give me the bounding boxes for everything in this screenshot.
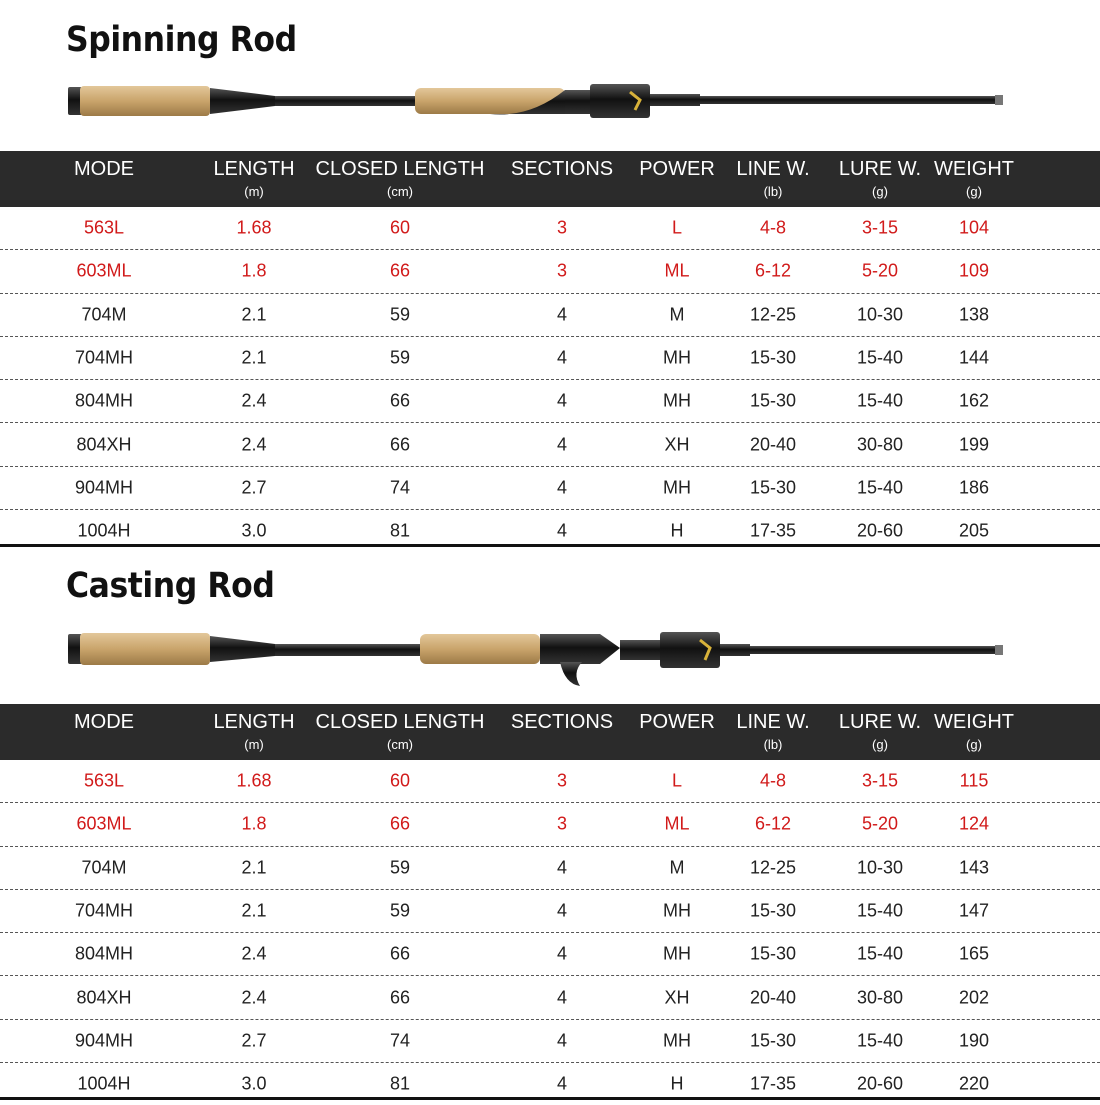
cell-mode: 563L — [83, 217, 125, 238]
cell-sections: 4 — [556, 857, 568, 878]
header-label: CLOSED LENGTH — [315, 711, 485, 733]
cell-lure-weight: 10-30 — [856, 857, 904, 878]
header-mode — [74, 157, 134, 181]
cell-length: 2.4 — [241, 390, 267, 411]
cell-closed-length: 66 — [389, 987, 411, 1008]
cell-lure-weight: 5-20 — [861, 813, 899, 834]
cell-closed-length: 60 — [389, 217, 411, 238]
header-weight — [934, 157, 1014, 201]
table-row — [0, 380, 1100, 423]
cell-length: 2.4 — [241, 943, 267, 964]
cell-mode: 603ML — [76, 260, 132, 281]
cell-line-weight: 20-40 — [749, 987, 797, 1008]
header-label: WEIGHT — [934, 711, 1014, 733]
cell-length: 3.0 — [241, 1073, 267, 1094]
cell-mode: 904MH — [74, 477, 134, 498]
cell-power: MH — [663, 477, 691, 498]
cell-closed-length: 66 — [389, 943, 411, 964]
cell-mode: 704M — [81, 857, 127, 878]
header-line-weight — [736, 157, 809, 201]
cell-power: ML — [664, 260, 690, 281]
cell-weight: 104 — [958, 217, 990, 238]
header-label: SECTIONS — [510, 711, 614, 733]
cell-length: 1.8 — [241, 260, 267, 281]
cell-weight: 190 — [958, 1030, 990, 1051]
cell-length: 1.68 — [236, 217, 272, 238]
cell-lure-weight: 3-15 — [861, 770, 899, 791]
cell-mode: 804XH — [76, 987, 132, 1008]
cell-lure-weight: 3-15 — [861, 217, 899, 238]
header-label: POWER — [639, 711, 715, 733]
cell-mode: 1004H — [77, 1073, 131, 1094]
cell-closed-length: 66 — [389, 434, 411, 455]
cell-weight: 205 — [958, 520, 990, 541]
cell-power: MH — [663, 347, 691, 368]
header-unit: (g) — [872, 184, 888, 199]
cell-closed-length: 66 — [389, 813, 411, 834]
header-unit: (g) — [966, 184, 982, 199]
header-label: LINE W. — [736, 711, 810, 733]
header-unit: (g) — [872, 737, 888, 752]
cell-weight: 144 — [958, 347, 990, 368]
header-label: LENGTH — [213, 158, 295, 180]
cell-lure-weight: 15-40 — [856, 943, 904, 964]
header-label: POWER — [639, 158, 715, 180]
header-length — [213, 710, 294, 754]
header-unit: (m) — [244, 184, 264, 199]
header-lure-weight — [839, 710, 921, 754]
cell-mode: 704MH — [74, 347, 134, 368]
header-unit: (m) — [244, 737, 264, 752]
cell-lure-weight: 10-30 — [856, 304, 904, 325]
cell-power: L — [671, 217, 683, 238]
cell-line-weight: 4-8 — [759, 217, 787, 238]
cell-length: 3.0 — [241, 520, 267, 541]
cell-weight: 115 — [959, 770, 989, 791]
cell-mode: 704M — [81, 304, 127, 325]
table-row — [0, 976, 1100, 1019]
cell-weight: 147 — [958, 900, 990, 921]
header-length — [213, 157, 294, 201]
cell-closed-length: 66 — [389, 390, 411, 411]
header-lure-weight — [839, 157, 921, 201]
cell-power: M — [669, 857, 685, 878]
cell-length: 1.8 — [241, 813, 267, 834]
cell-length: 2.7 — [241, 1030, 267, 1051]
cell-line-weight: 15-30 — [749, 347, 797, 368]
cell-weight: 124 — [958, 813, 990, 834]
cell-sections: 3 — [556, 217, 568, 238]
table-row — [0, 1020, 1100, 1063]
section-divider — [0, 544, 1100, 547]
cell-closed-length: 81 — [389, 520, 411, 541]
cell-line-weight: 15-30 — [749, 1030, 797, 1051]
cell-lure-weight: 15-40 — [856, 390, 904, 411]
cell-power: L — [671, 770, 683, 791]
header-closed-length — [316, 157, 485, 201]
cell-length: 2.1 — [241, 304, 267, 325]
table-row — [0, 933, 1100, 976]
cell-line-weight: 12-25 — [749, 857, 797, 878]
cell-lure-weight: 30-80 — [856, 434, 904, 455]
cell-power: H — [670, 520, 684, 541]
table-row — [0, 250, 1100, 293]
header-unit: (cm) — [387, 737, 413, 752]
header-closed-length — [316, 710, 485, 754]
cell-power: MH — [663, 943, 691, 964]
spinning-rod-section — [0, 0, 1100, 548]
cell-line-weight: 17-35 — [749, 1073, 797, 1094]
cell-sections: 4 — [556, 304, 568, 325]
cell-power: MH — [663, 390, 691, 411]
cell-length: 2.1 — [241, 857, 267, 878]
cell-line-weight: 6-12 — [754, 260, 792, 281]
spec-table — [0, 207, 1100, 552]
header-mode — [74, 710, 134, 734]
cell-sections: 3 — [556, 770, 568, 791]
cell-closed-length: 74 — [389, 477, 411, 498]
cell-line-weight: 15-30 — [749, 477, 797, 498]
cell-sections: 4 — [556, 434, 568, 455]
section-title: Casting Rod — [66, 566, 275, 606]
cell-line-weight: 15-30 — [749, 900, 797, 921]
cell-sections: 4 — [556, 987, 568, 1008]
cell-closed-length: 74 — [389, 1030, 411, 1051]
cell-power: M — [669, 304, 685, 325]
cell-length: 2.1 — [241, 900, 267, 921]
cell-lure-weight: 15-40 — [856, 1030, 904, 1051]
cell-sections: 3 — [556, 260, 568, 281]
cell-length: 2.4 — [241, 987, 267, 1008]
cell-closed-length: 59 — [389, 304, 411, 325]
cell-sections: 4 — [556, 900, 568, 921]
header-power — [639, 157, 715, 181]
cell-lure-weight: 20-60 — [856, 1073, 904, 1094]
casting-rod-section — [0, 548, 1100, 1100]
cell-lure-weight: 15-40 — [856, 900, 904, 921]
cell-closed-length: 59 — [389, 900, 411, 921]
cell-weight: 202 — [958, 987, 990, 1008]
cell-mode: 804MH — [74, 390, 134, 411]
cell-lure-weight: 20-60 — [856, 520, 904, 541]
header-label: MODE — [74, 711, 134, 733]
header-label: SECTIONS — [510, 158, 614, 180]
table-row — [0, 847, 1100, 890]
table-row — [0, 467, 1100, 510]
cell-sections: 4 — [556, 477, 568, 498]
cell-length: 2.4 — [241, 434, 267, 455]
cell-mode: 904MH — [74, 1030, 134, 1051]
cell-weight: 199 — [958, 434, 990, 455]
cell-lure-weight: 30-80 — [856, 987, 904, 1008]
cell-line-weight: 4-8 — [759, 770, 787, 791]
cell-weight: 143 — [958, 857, 990, 878]
header-unit: (cm) — [387, 184, 413, 199]
section-title: Spinning Rod — [66, 20, 297, 60]
table-row — [0, 890, 1100, 933]
table-row — [0, 207, 1100, 250]
table-row — [0, 803, 1100, 846]
cell-lure-weight: 5-20 — [861, 260, 899, 281]
cell-lure-weight: 15-40 — [856, 347, 904, 368]
cell-mode: 804XH — [76, 434, 132, 455]
cell-closed-length: 81 — [389, 1073, 411, 1094]
cell-sections: 4 — [556, 520, 568, 541]
header-unit: (lb) — [763, 737, 783, 752]
cell-closed-length: 59 — [389, 347, 411, 368]
header-label: LURE W. — [838, 711, 922, 733]
cell-mode: 804MH — [74, 943, 134, 964]
cell-line-weight: 17-35 — [749, 520, 797, 541]
header-power — [639, 710, 715, 734]
cell-weight: 109 — [958, 260, 990, 281]
cell-mode: 563L — [83, 770, 125, 791]
cell-line-weight: 20-40 — [749, 434, 797, 455]
header-sections — [511, 710, 613, 734]
cell-length: 1.68 — [236, 770, 272, 791]
cell-power: XH — [664, 434, 690, 455]
table-header — [0, 151, 1100, 207]
cell-weight: 138 — [958, 304, 990, 325]
header-line-weight — [736, 710, 809, 754]
cell-power: ML — [664, 813, 690, 834]
cell-line-weight: 15-30 — [749, 390, 797, 411]
cell-mode: 1004H — [77, 520, 131, 541]
spec-table — [0, 760, 1100, 1105]
cell-lure-weight: 15-40 — [856, 477, 904, 498]
header-sections — [511, 157, 613, 181]
cell-sections: 4 — [556, 347, 568, 368]
cell-power: H — [670, 1073, 684, 1094]
cell-sections: 3 — [556, 813, 568, 834]
cell-weight: 186 — [958, 477, 990, 498]
table-row — [0, 294, 1100, 337]
cell-weight: 220 — [958, 1073, 990, 1094]
cell-length: 2.1 — [241, 347, 267, 368]
cell-closed-length: 66 — [389, 260, 411, 281]
cell-line-weight: 6-12 — [754, 813, 792, 834]
header-unit: (g) — [966, 737, 982, 752]
cell-mode: 603ML — [76, 813, 132, 834]
table-row — [0, 337, 1100, 380]
cell-power: MH — [663, 1030, 691, 1051]
header-label: LURE W. — [838, 158, 922, 180]
table-row — [0, 423, 1100, 466]
cell-closed-length: 59 — [389, 857, 411, 878]
table-header — [0, 704, 1100, 760]
cell-power: MH — [663, 900, 691, 921]
cell-sections: 4 — [556, 943, 568, 964]
cell-power: XH — [664, 987, 690, 1008]
cell-sections: 4 — [556, 1030, 568, 1051]
header-label: LENGTH — [213, 711, 295, 733]
cell-line-weight: 12-25 — [749, 304, 797, 325]
header-label: LINE W. — [736, 158, 810, 180]
cell-mode: 704MH — [74, 900, 134, 921]
header-label: WEIGHT — [934, 158, 1014, 180]
cell-weight: 162 — [958, 390, 990, 411]
casting-rod-image — [60, 618, 1010, 688]
cell-closed-length: 60 — [389, 770, 411, 791]
cell-sections: 4 — [556, 1073, 568, 1094]
header-weight — [934, 710, 1014, 754]
cell-weight: 165 — [958, 943, 990, 964]
cell-sections: 4 — [556, 390, 568, 411]
cell-line-weight: 15-30 — [749, 943, 797, 964]
table-row — [0, 760, 1100, 803]
header-unit: (lb) — [763, 184, 783, 199]
spinning-rod-image — [60, 70, 1010, 140]
header-label: MODE — [74, 158, 134, 180]
cell-length: 2.7 — [241, 477, 267, 498]
header-label: CLOSED LENGTH — [315, 158, 485, 180]
